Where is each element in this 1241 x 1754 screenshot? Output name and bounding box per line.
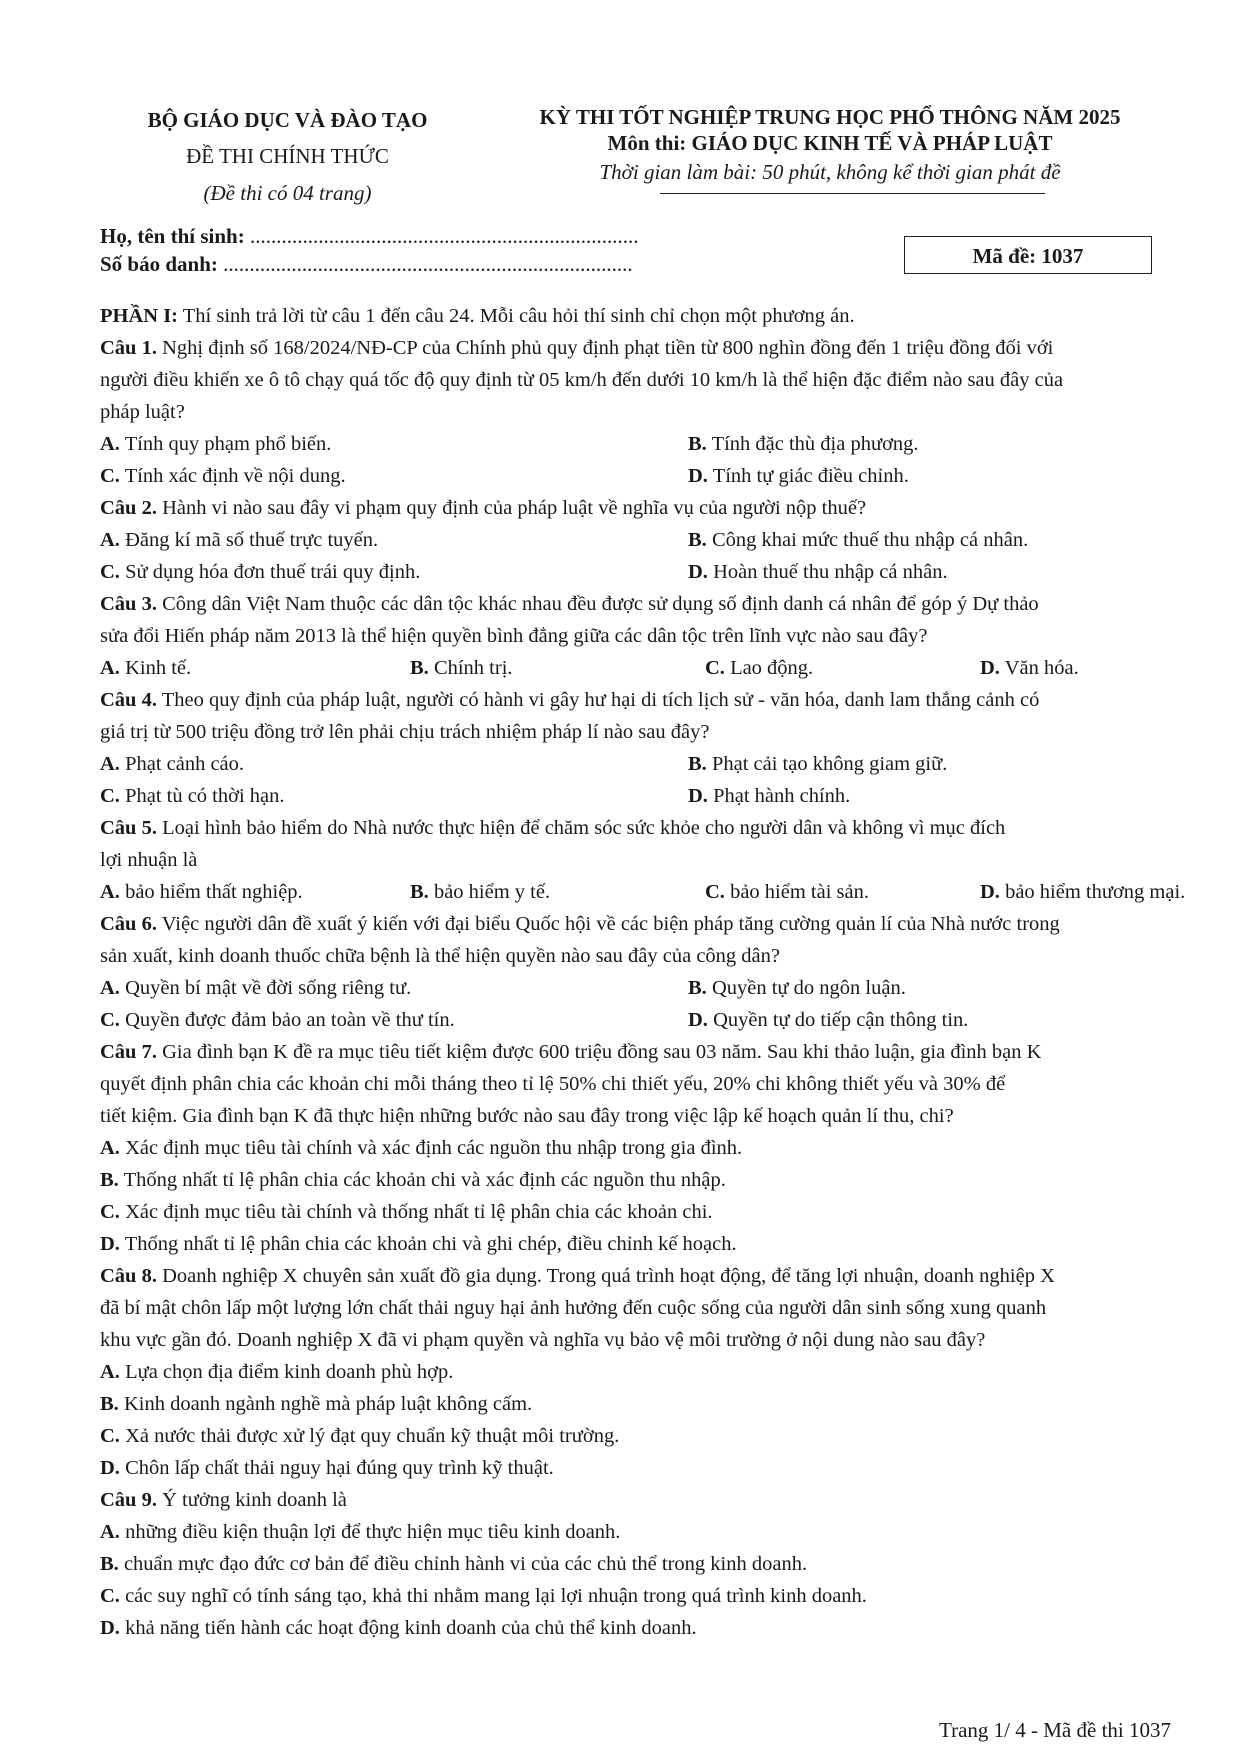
candidate-id-line	[100, 250, 633, 278]
answer-option[interactable]	[688, 748, 947, 780]
question-line	[100, 940, 1180, 972]
option-text: Quyền tự do ngôn luận.	[706, 977, 906, 999]
option-text: Lựa chọn địa điểm kinh doanh phù hợp.	[119, 1361, 454, 1383]
answer-option[interactable]	[100, 524, 378, 556]
answer-option[interactable]	[100, 1132, 1180, 1164]
answer-option[interactable]	[100, 1452, 1180, 1484]
option-key: B.	[100, 1553, 119, 1575]
options-row	[100, 652, 1180, 684]
question-text: Nghị định số 168/2024/NĐ-CP của Chính phủ quy định phạt tiền từ 800 nghìn đồng đến 1 triệu đồng đối với	[156, 337, 1054, 359]
option-text: Phạt cải tạo không giam giữ.	[706, 753, 948, 775]
question-text: pháp luật?	[100, 401, 185, 423]
option-key: B.	[688, 753, 707, 775]
option-key: D.	[688, 465, 708, 487]
option-text: Tính tự giác điều chỉnh.	[707, 465, 909, 487]
option-key: A.	[100, 1361, 120, 1383]
option-key: C.	[705, 881, 725, 903]
header-left	[120, 104, 455, 210]
option-text: Phạt tù có thời hạn.	[119, 785, 285, 807]
answer-option[interactable]	[100, 428, 331, 460]
option-key: C.	[100, 465, 120, 487]
option-text: bảo hiểm thương mại.	[999, 881, 1186, 903]
candidate-id-dots: ..............................................................................	[217, 252, 633, 276]
exam-code-box: Mã đề: 1037	[904, 236, 1152, 274]
options-row	[100, 460, 1180, 492]
option-text: những điều kiện thuận lợi để thực hiện mục tiêu kinh doanh.	[119, 1521, 621, 1543]
option-key: A.	[100, 529, 120, 551]
option-key: C.	[100, 561, 120, 583]
part-text: Thí sinh trả lời từ câu 1 đến câu 24. Mỗi câu hỏi thí sinh chỉ chọn một phương án.	[178, 305, 855, 327]
question-text: đã bí mật chôn lấp một lượng lớn chất thải nguy hại ảnh hưởng đến cuộc sống của người dân sinh sống xung quanh	[100, 1297, 1047, 1319]
option-text: Quyền tự do tiếp cận thông tin.	[707, 1009, 969, 1031]
option-key: C.	[100, 1585, 120, 1607]
question-line	[100, 364, 1180, 396]
question-text: giá trị từ 500 triệu đồng trở lên phải chịu trách nhiệm pháp lí nào sau đây?	[100, 721, 710, 743]
option-key: B.	[410, 881, 429, 903]
option-text: Kinh tế.	[119, 657, 192, 679]
option-text: chuẩn mực đạo đức cơ bản để điều chỉnh hành vi của các chủ thể trong kinh doanh.	[118, 1553, 808, 1575]
question-line	[100, 1484, 1180, 1516]
question-line	[100, 844, 1180, 876]
question-text: lợi nhuận là	[100, 849, 198, 871]
question-number: Câu 8.	[100, 1265, 157, 1287]
question-line	[100, 620, 1180, 652]
option-text: Phạt cảnh cáo.	[119, 753, 245, 775]
question-text: Theo quy định của pháp luật, người có hành vi gây hư hại di tích lịch sử - văn hóa, danh lam thắng cảnh có	[156, 689, 1040, 711]
option-key: B.	[100, 1393, 119, 1415]
option-key: C.	[100, 1009, 120, 1031]
answer-option[interactable]	[100, 876, 303, 908]
option-key: D.	[100, 1233, 120, 1255]
option-text: Phạt hành chính.	[707, 785, 851, 807]
question-text: Công dân Việt Nam thuộc các dân tộc khác nhau đều được sử dụng số định danh cá nhân để góp ý Dự thảo	[156, 593, 1039, 615]
question-number: Câu 4.	[100, 689, 157, 711]
question-line	[100, 396, 1180, 428]
option-text: các suy nghĩ có tính sáng tạo, khả thi nhằm mang lại lợi nhuận trong quá trình kinh doanh.	[119, 1585, 867, 1607]
candidate-id-label: Số báo danh:	[100, 252, 218, 276]
question-line	[100, 908, 1180, 940]
question-number: Câu 2.	[100, 497, 157, 519]
answer-option[interactable]	[100, 1004, 455, 1036]
official-label: ĐỀ THI CHÍNH THỨC	[186, 144, 389, 168]
question-number: Câu 6.	[100, 913, 157, 935]
question-line	[100, 492, 1180, 524]
header-right	[505, 104, 1155, 188]
ministry-name: BỘ GIÁO DỤC VÀ ĐÀO TẠO	[147, 108, 428, 132]
answer-option[interactable]	[100, 652, 191, 684]
candidate-name-line	[100, 222, 638, 250]
answer-option[interactable]	[100, 1516, 1180, 1548]
option-text: Văn hóa.	[999, 657, 1079, 679]
options-row	[100, 524, 1180, 556]
question-line	[100, 716, 1180, 748]
option-text: Quyền bí mật về đời sống riêng tư.	[119, 977, 412, 999]
answer-option[interactable]	[410, 876, 550, 908]
answer-option[interactable]	[410, 652, 513, 684]
option-key: A.	[100, 657, 120, 679]
question-line	[100, 1036, 1180, 1068]
question-text: Việc người dân đề xuất ý kiến với đại biểu Quốc hội về các biện pháp tăng cường quản lí của Nhà nước trong	[156, 913, 1060, 935]
question-number: Câu 3.	[100, 593, 157, 615]
answer-option[interactable]	[100, 1580, 1180, 1612]
answer-option[interactable]	[100, 748, 244, 780]
question-text: Gia đình bạn K đề ra mục tiêu tiết kiệm được 600 triệu đồng sau 03 năm. Sau khi thảo luận, gia đình bạn K	[156, 1041, 1042, 1063]
option-text: Tính đặc thù địa phương.	[706, 433, 919, 455]
option-key: D.	[980, 657, 1000, 679]
exam-subject: Môn thi: GIÁO DỤC KINH TẾ VÀ PHÁP LUẬT	[607, 131, 1053, 155]
options-row	[100, 876, 1186, 908]
option-text: Đăng kí mã số thuế trực tuyến.	[119, 529, 379, 551]
exam-time: Thời gian làm bài: 50 phút, không kể thời gian phát đề	[599, 160, 1061, 184]
answer-option[interactable]	[688, 1004, 968, 1036]
answer-option[interactable]	[705, 876, 869, 908]
answer-option[interactable]	[688, 972, 906, 1004]
question-line	[100, 1260, 1180, 1292]
question-text: Ý tưởng kinh doanh là	[156, 1489, 347, 1511]
option-key: A.	[100, 753, 120, 775]
option-text: Công khai mức thuế thu nhập cá nhân.	[706, 529, 1029, 551]
options-row	[100, 1004, 1180, 1036]
option-text: Thống nhất tỉ lệ phân chia các khoản chi và xác định các nguồn thu nhập.	[118, 1169, 726, 1191]
answer-option[interactable]	[100, 1420, 1180, 1452]
option-key: C.	[100, 1425, 120, 1447]
question-line	[100, 1324, 1180, 1356]
option-text: Hoàn thuế thu nhập cá nhân.	[707, 561, 948, 583]
answer-option[interactable]	[100, 1388, 1180, 1420]
option-key: D.	[980, 881, 1000, 903]
answer-option[interactable]	[100, 972, 411, 1004]
option-key: B.	[410, 657, 429, 679]
option-text: Sử dụng hóa đơn thuế trái quy định.	[119, 561, 421, 583]
option-key: C.	[705, 657, 725, 679]
candidate-name-label: Họ, tên thí sinh:	[100, 224, 245, 248]
options-row	[100, 556, 1180, 588]
question-line	[100, 1068, 1180, 1100]
question-text: sửa đổi Hiến pháp năm 2013 là thể hiện quyền bình đẳng giữa các dân tộc trên lĩnh vực nào sau đây?	[100, 625, 928, 647]
option-key: B.	[100, 1169, 119, 1191]
option-key: A.	[100, 433, 120, 455]
option-text: bảo hiểm tài sản.	[724, 881, 869, 903]
option-key: A.	[100, 1521, 120, 1543]
option-text: Xả nước thải được xử lý đạt quy chuẩn kỹ thuật môi trường.	[119, 1425, 620, 1447]
question-text: tiết kiệm. Gia đình bạn K đã thực hiện những bước nào sau đây trong việc lập kế hoạch quản lí thu, chi?	[100, 1105, 954, 1127]
questions-content	[100, 300, 1186, 1644]
answer-option[interactable]	[705, 652, 813, 684]
option-text: Tính xác định về nội dung.	[119, 465, 346, 487]
options-row	[100, 780, 1180, 812]
option-key: D.	[688, 561, 708, 583]
option-key: D.	[100, 1617, 120, 1639]
exam-title: KỲ THI TỐT NGHIỆP TRUNG HỌC PHỔ THÔNG NĂM 2025	[539, 105, 1121, 129]
option-text: bảo hiểm thất nghiệp.	[119, 881, 303, 903]
question-line	[100, 812, 1180, 844]
answer-option[interactable]	[100, 1164, 1180, 1196]
option-key: A.	[100, 977, 120, 999]
option-key: C.	[100, 1201, 120, 1223]
page-footer: Trang 1/ 4 - Mã đề thi 1037	[939, 1718, 1171, 1742]
question-number: Câu 1.	[100, 337, 157, 359]
question-text: sản xuất, kinh doanh thuốc chữa bệnh là thể hiện quyền nào sau đây của công dân?	[100, 945, 780, 967]
page-count-note: (Đề thi có 04 trang)	[203, 181, 372, 205]
options-row	[100, 972, 1180, 1004]
candidate-name-dots: ..........................................................................	[244, 224, 639, 248]
question-text: quyết định phân chia các khoản chi mỗi tháng theo tỉ lệ 50% chi thiết yếu, 20% chi không thiết yếu và 30% để	[100, 1073, 1006, 1095]
answer-option[interactable]	[688, 556, 948, 588]
question-number: Câu 7.	[100, 1041, 157, 1063]
part-label: PHẦN I:	[100, 305, 179, 327]
option-text: Xác định mục tiêu tài chính và xác định các nguồn thu nhập trong gia đình.	[119, 1137, 743, 1159]
question-text: khu vực gần đó. Doanh nghiệp X đã vi phạm quyền và nghĩa vụ bảo vệ môi trường ở nội dung nào sau đây?	[100, 1329, 986, 1351]
option-text: Thống nhất tỉ lệ phân chia các khoản chi và ghi chép, điều chỉnh kế hoạch.	[119, 1233, 737, 1255]
answer-option[interactable]	[100, 1196, 1180, 1228]
option-key: D.	[688, 785, 708, 807]
question-text: người điều khiển xe ô tô chạy quá tốc độ quy định từ 05 km/h đến dưới 10 km/h là thể hiện đặc điểm nào sau đây của	[100, 369, 1064, 391]
answer-option[interactable]	[688, 780, 850, 812]
answer-option[interactable]	[688, 524, 1028, 556]
answer-option[interactable]	[980, 876, 1185, 908]
option-text: Chính trị.	[428, 657, 513, 679]
answer-option[interactable]	[100, 460, 346, 492]
question-number: Câu 5.	[100, 817, 157, 839]
answer-option[interactable]	[100, 780, 285, 812]
option-text: Quyền được đảm bảo an toàn về thư tín.	[119, 1009, 455, 1031]
option-text: bảo hiểm y tế.	[428, 881, 551, 903]
answer-option[interactable]	[688, 428, 919, 460]
option-key: C.	[100, 785, 120, 807]
option-key: B.	[688, 977, 707, 999]
option-text: Xác định mục tiêu tài chính và thống nhất tỉ lệ phân chia các khoản chi.	[119, 1201, 713, 1223]
question-line	[100, 1100, 1180, 1132]
options-row	[100, 748, 1180, 780]
answer-option[interactable]	[688, 460, 909, 492]
answer-option[interactable]	[100, 1612, 1180, 1644]
option-key: A.	[100, 1137, 120, 1159]
part-instruction	[100, 300, 1180, 332]
option-key: B.	[688, 529, 707, 551]
answer-option[interactable]	[100, 1356, 1180, 1388]
question-line	[100, 588, 1180, 620]
answer-option[interactable]	[100, 556, 420, 588]
answer-option[interactable]	[100, 1228, 1180, 1260]
option-key: A.	[100, 881, 120, 903]
option-text: Tính quy phạm phổ biến.	[119, 433, 332, 455]
question-line	[100, 1292, 1180, 1324]
question-text: Hành vi nào sau đây vi phạm quy định của pháp luật về nghĩa vụ của người nộp thuế?	[156, 497, 867, 519]
option-text: Lao động.	[724, 657, 814, 679]
question-line	[100, 684, 1180, 716]
option-key: D.	[688, 1009, 708, 1031]
option-key: D.	[100, 1457, 120, 1479]
option-key: B.	[688, 433, 707, 455]
question-text: Loại hình bảo hiểm do Nhà nước thực hiện để chăm sóc sức khỏe cho người dân và không vì mục đích	[156, 817, 1006, 839]
question-text: Doanh nghiệp X chuyên sản xuất đồ gia dụng. Trong quá trình hoạt động, để tăng lợi nhuận, doanh nghiệp X	[156, 1265, 1055, 1287]
options-row	[100, 428, 1180, 460]
time-underline	[660, 193, 1045, 194]
answer-option[interactable]	[980, 652, 1079, 684]
option-text: Chôn lấp chất thải nguy hại đúng quy trình kỹ thuật.	[119, 1457, 554, 1479]
answer-option[interactable]	[100, 1548, 1180, 1580]
question-number: Câu 9.	[100, 1489, 157, 1511]
option-text: Kinh doanh ngành nghề mà pháp luật không cấm.	[118, 1393, 533, 1415]
option-text: khả năng tiến hành các hoạt động kinh doanh của chủ thể kinh doanh.	[119, 1617, 697, 1639]
question-line	[100, 332, 1180, 364]
